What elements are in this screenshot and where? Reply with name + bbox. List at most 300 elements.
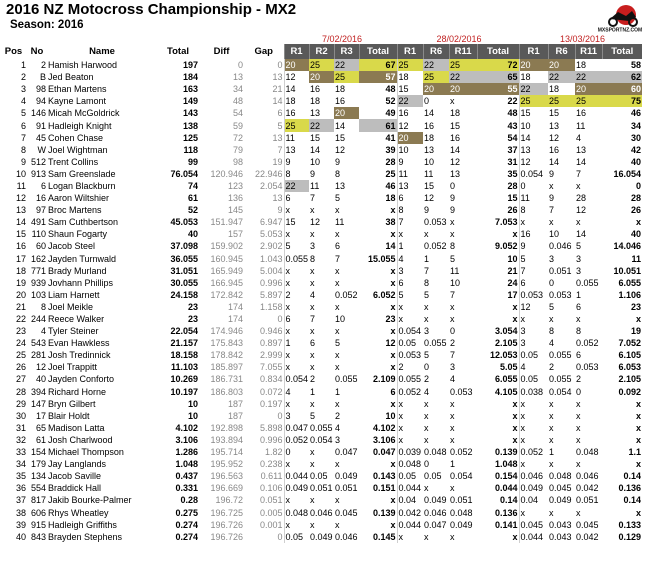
round-2-race-cell: 1 — [450, 459, 456, 470]
round-2-race-cell: 0.051 — [450, 495, 473, 506]
gap-cell: 9 — [277, 205, 283, 216]
round-3-race-cell: 0.043 — [549, 519, 572, 530]
round-2-race-cell: 22 — [423, 59, 449, 71]
table-row[interactable] — [0, 458, 642, 470]
round-3-race-cell: 9 — [519, 240, 548, 252]
round-2-race-cell: 3 — [450, 362, 456, 373]
round-1-race-cell: 8 — [335, 168, 341, 179]
table-row[interactable] — [0, 386, 642, 398]
round-2-race-cell: 0.05 — [424, 471, 442, 482]
col-r2-race6[interactable]: R6 — [423, 44, 449, 59]
col-r1-race3[interactable]: R3 — [334, 44, 359, 59]
pos-cell: 19 — [15, 277, 26, 288]
round-1-race-cell: 16 — [310, 84, 321, 95]
round-1-race-cell: 25 — [309, 59, 334, 71]
round-1-total-cell: x — [390, 265, 396, 276]
round-1-race-cell: 5 — [335, 193, 341, 204]
total-cell: 31.051 — [170, 265, 198, 276]
rider-number-cell: 154 — [30, 447, 46, 458]
round-1-race-cell: x — [335, 459, 340, 470]
round-3-race-cell: 14 — [549, 156, 560, 167]
round-3-total-cell: 34 — [631, 120, 642, 131]
table-row[interactable] — [0, 398, 642, 410]
round-2-race-cell: 0 — [450, 180, 456, 191]
rider-name-cell: Hamish Harwood — [48, 60, 118, 71]
round-1-total-cell: 6.052 — [373, 289, 396, 300]
table-row[interactable] — [0, 83, 642, 95]
round-1-total-cell: 18 — [385, 193, 396, 204]
table-row[interactable] — [0, 95, 642, 107]
round-3-race-cell: 0.052 — [576, 338, 599, 349]
round-3-race-cell: 1 — [549, 447, 555, 458]
round-2-total-cell: 4.105 — [495, 386, 518, 397]
pos-cell: 18 — [15, 265, 26, 276]
diff-cell: 187 — [227, 398, 243, 409]
pos-cell: 17 — [15, 253, 26, 264]
col-r2-total[interactable]: Total — [477, 44, 519, 59]
round-2-race-cell: x — [424, 314, 429, 325]
table-row[interactable] — [0, 180, 642, 192]
round-3-race-cell: 6 — [519, 277, 548, 289]
round-3-race-cell: 5 — [519, 253, 548, 265]
round-3-race-cell: x — [549, 434, 554, 445]
round-2-total-cell: 17 — [507, 289, 518, 300]
col-total[interactable]: Total — [167, 45, 189, 57]
round-1-race-cell: 8 — [284, 168, 309, 180]
round-2-race-cell: 7 — [424, 265, 430, 276]
round-1-total-cell: 57 — [359, 71, 397, 83]
round-3-total-cell: 0.14 — [623, 495, 642, 506]
round-2-race-cell: x — [397, 228, 423, 240]
gap-cell: 5.053 — [259, 229, 283, 240]
round-1-race-cell: x — [310, 362, 315, 373]
round-2-race-cell: 4 — [397, 253, 423, 265]
round-2-total-cell: 55 — [477, 83, 519, 95]
round-1-race-cell: x — [335, 398, 340, 409]
round-2-race-cell: 10 — [397, 144, 423, 156]
table-row[interactable] — [0, 434, 642, 446]
diff-cell: 123 — [227, 180, 243, 191]
round-3-race-cell: x — [519, 216, 548, 228]
total-cell: 1.048 — [175, 459, 198, 470]
round-3-race-cell: 0.051 — [576, 495, 599, 506]
round-2-race-cell: 0.05 — [397, 337, 423, 349]
total-cell: 4.102 — [175, 422, 198, 433]
round-1-total-cell: x — [390, 519, 396, 530]
pos-cell: 22 — [15, 314, 26, 325]
round-2-race-cell: 22 — [449, 71, 477, 83]
col-r1-race1[interactable]: R1 — [284, 44, 309, 59]
round-1-race-cell: 11 — [284, 132, 309, 144]
total-cell: 61 — [187, 193, 198, 204]
round-2-race-cell: 1 — [397, 240, 423, 252]
round-2-race-cell: 14 — [424, 108, 435, 119]
round-3-date: 13/03/2016 — [559, 34, 606, 44]
gap-cell: 0 — [277, 314, 283, 325]
round-1-race-cell: 10 — [335, 314, 346, 325]
round-3-race-cell: x — [576, 314, 581, 325]
round-2-total-cell: 43 — [507, 120, 518, 131]
total-cell: 36.055 — [170, 253, 198, 264]
round-2-total-cell: 0.044 — [495, 483, 518, 494]
round-1-race-cell: 10 — [310, 156, 321, 167]
pos-cell: 7 — [20, 132, 26, 143]
round-1-race-cell: 2 — [284, 289, 309, 301]
round-1-race-cell: x — [335, 495, 340, 506]
table-row[interactable] — [0, 519, 642, 531]
round-1-race-cell: 0.052 — [335, 289, 358, 300]
round-1-race-cell: 0.046 — [310, 507, 333, 518]
round-2-race-cell: 2 — [450, 338, 456, 349]
round-2-date: 28/02/2016 — [436, 34, 482, 44]
round-1-race-cell: 3 — [335, 434, 341, 445]
round-1-total-cell: 10 — [385, 410, 396, 421]
table-row[interactable] — [0, 410, 642, 422]
round-3-race-cell: x — [549, 410, 554, 421]
round-3-race-cell: 16 — [549, 144, 560, 155]
round-2-race-cell: x — [450, 96, 455, 107]
round-1-race-cell: 0.055 — [310, 422, 333, 433]
round-1-total-cell: 12 — [385, 338, 396, 349]
round-3-race-cell: 0.038 — [519, 386, 548, 398]
round-3-race-cell: 0 — [576, 386, 582, 397]
round-2-race-cell: 0.04 — [397, 494, 423, 506]
round-1-race-cell: 15 — [310, 132, 321, 143]
pos-cell: 12 — [15, 193, 26, 204]
table-row[interactable] — [0, 204, 642, 216]
round-2-race-cell: 7 — [450, 289, 456, 300]
round-2-race-cell: 0.048 — [450, 507, 473, 518]
pos-cell: 3 — [20, 84, 26, 95]
round-1-total-cell: 46 — [385, 180, 396, 191]
table-row[interactable] — [0, 132, 642, 144]
gap-cell: 0.897 — [259, 338, 283, 349]
table-row[interactable] — [0, 301, 642, 313]
round-3-race-cell: 4 — [576, 132, 582, 143]
round-2-total-cell: 0.136 — [495, 507, 518, 518]
round-1-total-cell: 61 — [359, 119, 397, 131]
total-cell: 76.054 — [170, 168, 198, 179]
table-row[interactable] — [0, 494, 642, 506]
round-3-total-cell: 46 — [631, 108, 642, 119]
gap-cell: 0.106 — [259, 483, 283, 494]
rider-name-cell: Sam Cuthbertson — [48, 217, 119, 228]
round-2-race-cell: 0.054 — [450, 471, 473, 482]
table-row[interactable] — [0, 192, 642, 204]
diff-cell: 196.726 — [210, 531, 243, 542]
round-1-race-cell: 7 — [310, 193, 316, 204]
round-3-total-cell: 58 — [631, 60, 642, 71]
gap-cell: 5.004 — [259, 265, 283, 276]
rider-name-cell: Jakib Bourke-Palmer — [48, 495, 132, 506]
table-row[interactable] — [0, 216, 642, 228]
round-1-race-cell: 4 — [310, 289, 316, 300]
round-3-race-cell: 16 — [519, 228, 548, 240]
round-3-race-cell: 11 — [519, 192, 548, 204]
round-3-race-cell: 3 — [519, 337, 548, 349]
rider-name-cell: Braddick Hall — [48, 483, 102, 494]
round-1-race-cell: x — [284, 204, 309, 216]
round-1-race-cell: 0.045 — [335, 507, 358, 518]
col-r3-race1[interactable]: R1 — [519, 44, 548, 59]
col-r1-race2[interactable]: R2 — [309, 44, 334, 59]
table-row[interactable] — [0, 168, 642, 180]
col-pos[interactable]: Pos — [4, 45, 23, 57]
round-2-race-cell: 0 — [450, 326, 456, 337]
round-3-race-cell: x — [549, 180, 554, 191]
round-3-race-cell: x — [549, 314, 554, 325]
table-row[interactable] — [0, 119, 642, 131]
pos-cell: 23 — [15, 326, 26, 337]
round-3-race-cell: 0.048 — [549, 471, 572, 482]
round-3-total-cell: 1.1 — [628, 447, 642, 458]
col-r2-race11[interactable]: R11 — [449, 44, 477, 59]
diff-cell: 185.897 — [210, 362, 243, 373]
round-3-race-cell: 14 — [576, 156, 587, 167]
table-row[interactable] — [0, 313, 642, 325]
round-2-race-cell: 15 — [450, 120, 461, 131]
gap-cell: 5.897 — [259, 289, 283, 300]
round-1-total-cell: x — [390, 229, 396, 240]
round-3-total-cell: 0.133 — [618, 519, 642, 530]
diff-cell: 196.563 — [210, 471, 243, 482]
round-1-race-cell: 12 — [335, 144, 346, 155]
round-1-race-cell: x — [310, 350, 315, 361]
rider-number-cell: 394 — [30, 386, 46, 397]
round-1-race-cell: 18 — [310, 96, 321, 107]
diff-cell: 48 — [232, 96, 243, 107]
round-1-total-cell: x — [390, 301, 396, 312]
table-row[interactable] — [0, 144, 642, 156]
total-cell: 143 — [182, 108, 198, 119]
table-row[interactable] — [0, 482, 642, 494]
round-2-race-cell: 3 — [424, 326, 430, 337]
rider-number-cell: 45 — [35, 132, 46, 143]
gap-cell: 0.197 — [259, 398, 283, 409]
round-2-race-cell: 6 — [397, 277, 423, 289]
round-3-race-cell: 0.046 — [519, 470, 548, 482]
round-1-race-cell: 5 — [335, 338, 341, 349]
table-row[interactable] — [0, 373, 642, 385]
round-1-race-cell: 8 — [310, 253, 316, 264]
round-3-race-cell: 13 — [576, 144, 587, 155]
pos-cell: 39 — [15, 519, 26, 530]
rider-number-cell: 543 — [30, 338, 46, 349]
round-1-race-cell: x — [310, 326, 315, 337]
round-2-race-cell: 5 — [424, 289, 430, 300]
round-2-total-cell: 31 — [507, 156, 518, 167]
round-3-race-cell: 13 — [549, 120, 560, 131]
gap-cell: 2.054 — [259, 180, 283, 191]
col-gap[interactable]: Gap — [254, 45, 273, 57]
round-3-total-cell: 6.053 — [618, 362, 642, 373]
round-1-race-cell: x — [284, 301, 309, 313]
round-1-race-cell: x — [284, 228, 309, 240]
gap-cell: 13 — [272, 72, 283, 83]
pos-cell: 37 — [15, 495, 26, 506]
table-row[interactable] — [0, 277, 642, 289]
round-2-total-cell: x — [512, 410, 518, 421]
round-1-total-cell: x — [390, 459, 396, 470]
diff-cell: 186.731 — [210, 374, 243, 385]
col-r3-total[interactable]: Total — [602, 44, 642, 59]
round-2-race-cell: x — [397, 531, 423, 543]
round-2-total-cell: 0.139 — [495, 447, 518, 458]
round-3-total-cell: 23 — [631, 301, 642, 312]
total-cell: 23 — [187, 314, 198, 325]
diff-cell: 0 — [237, 60, 243, 71]
diff-cell: 186.803 — [210, 386, 243, 397]
round-2-race-cell: 9 — [397, 156, 423, 168]
diff-cell: 196.725 — [210, 507, 243, 518]
round-2-race-cell: 0.055 — [398, 374, 422, 385]
round-1-total-cell: 25 — [385, 168, 396, 179]
table-row[interactable] — [0, 531, 642, 543]
round-1-race-cell: 5 — [284, 240, 309, 252]
pos-cell: 1 — [20, 60, 26, 71]
rider-number-cell: 103 — [30, 289, 46, 300]
diff-cell: 136 — [227, 193, 243, 204]
round-1-race-cell: 14 — [310, 144, 321, 155]
table-row[interactable] — [0, 422, 642, 434]
rider-name-cell: Jayden Turnwald — [48, 253, 117, 264]
round-1-race-cell: x — [335, 326, 340, 337]
round-3-race-cell: 0.049 — [519, 482, 548, 494]
table-row[interactable] — [0, 446, 642, 458]
round-2-total-cell: 24 — [507, 277, 518, 288]
rider-name-cell: Evan Hawkless — [48, 338, 110, 349]
pos-cell: 34 — [15, 459, 26, 470]
round-2-total-cell: 37 — [507, 144, 518, 155]
round-3-race-cell: 6 — [576, 301, 582, 312]
round-2-race-cell: 0 — [424, 96, 430, 107]
round-1-total-cell: 49 — [385, 108, 396, 119]
round-3-race-cell: 0.05 — [519, 373, 548, 385]
table-row[interactable] — [0, 71, 642, 83]
round-1-race-cell: 9 — [335, 156, 341, 167]
round-1-race-cell: 6 — [284, 192, 309, 204]
round-3-race-cell: x — [519, 410, 548, 422]
table-row[interactable] — [0, 107, 642, 119]
round-1-race-cell: 20 — [309, 71, 334, 83]
round-2-total-cell: 21 — [507, 265, 518, 276]
round-3-total-cell: 16.054 — [613, 168, 642, 179]
round-3-race-cell: 22 — [519, 83, 548, 95]
round-3-race-cell: 0.045 — [549, 483, 572, 494]
gap-cell: 0.611 — [260, 471, 283, 482]
total-cell: 118 — [183, 144, 198, 155]
round-1-race-cell: x — [284, 494, 309, 506]
round-3-race-cell: 0 — [519, 180, 548, 192]
table-row[interactable] — [0, 289, 642, 301]
table-row[interactable] — [0, 325, 642, 337]
rider-name-cell: Tyler Steiner — [48, 326, 99, 337]
round-2-race-cell: 2 — [397, 361, 423, 373]
table-row[interactable] — [0, 253, 642, 265]
pos-cell: 8 — [20, 144, 26, 155]
col-diff[interactable]: Diff — [213, 45, 230, 57]
table-row[interactable] — [0, 349, 642, 361]
diff-cell: 79 — [232, 144, 243, 155]
round-1-race-cell: 6 — [284, 313, 309, 325]
round-2-race-cell: 0.048 — [398, 459, 422, 470]
table-row[interactable] — [0, 470, 642, 482]
table-row[interactable] — [0, 156, 642, 168]
gap-cell: 21 — [272, 84, 283, 95]
diff-cell: 59 — [232, 120, 243, 131]
rider-name-cell: Aaron Wiltshier — [48, 193, 110, 204]
round-2-race-cell: 5 — [450, 253, 456, 264]
col-r3-race6[interactable]: R6 — [548, 44, 575, 59]
table-row[interactable] — [0, 240, 642, 252]
round-1-race-cell: 2 — [335, 410, 341, 421]
table-row[interactable] — [0, 506, 642, 518]
round-2-race-cell: 25 — [423, 71, 449, 83]
gap-cell: 5.898 — [259, 422, 283, 433]
col-r1-total[interactable]: Total — [359, 44, 397, 59]
round-1-total-cell: 3.106 — [373, 434, 396, 445]
col-name[interactable]: Name — [89, 45, 115, 57]
col-r3-race11[interactable]: R11 — [575, 44, 602, 59]
round-1-race-cell: 13 — [335, 180, 346, 191]
round-3-total-cell: 2.105 — [618, 374, 642, 385]
table-row[interactable] — [0, 59, 642, 71]
pos-cell: 10 — [15, 168, 26, 179]
rider-name-cell: Jay Langlands — [48, 459, 107, 470]
round-2-race-cell: 2 — [424, 374, 430, 385]
round-3-race-cell: 0.055 — [549, 374, 572, 385]
total-cell: 138 — [182, 120, 198, 131]
round-3-race-cell: 0 — [549, 277, 555, 288]
round-2-total-cell: x — [512, 398, 518, 409]
round-3-race-cell: 3 — [519, 325, 548, 337]
col-no[interactable]: No — [30, 45, 44, 57]
gap-cell: 0.005 — [259, 507, 283, 518]
round-2-race-cell: 25 — [397, 59, 423, 71]
round-2-race-cell: 7 — [397, 216, 423, 228]
round-3-race-cell: x — [519, 422, 548, 434]
table-row[interactable] — [0, 337, 642, 349]
round-2-total-cell: x — [512, 229, 518, 240]
round-3-total-cell: 6.105 — [618, 350, 642, 361]
table-row[interactable] — [0, 228, 642, 240]
rider-name-cell: Richard Horne — [48, 386, 107, 397]
rider-number-cell: 244 — [30, 314, 46, 325]
round-1-race-cell: 0.052 — [285, 434, 309, 445]
round-3-race-cell: 12 — [519, 301, 548, 313]
gap-cell: 0.072 — [259, 386, 283, 397]
round-3-race-cell: 16 — [576, 108, 587, 119]
total-cell: 3.106 — [175, 434, 198, 445]
rider-number-cell: 40 — [35, 374, 46, 385]
round-2-total-cell: 1.048 — [495, 459, 518, 470]
rider-number-cell: 939 — [30, 277, 46, 288]
col-r2-race1[interactable]: R1 — [397, 44, 423, 59]
round-1-race-cell: 0.051 — [310, 483, 333, 494]
rider-number-cell: 554 — [30, 483, 46, 494]
round-3-race-cell: 14 — [519, 132, 548, 144]
round-2-race-cell: 0.046 — [424, 507, 447, 518]
round-3-race-cell: 8 — [519, 204, 548, 216]
round-3-total-cell: 19 — [631, 326, 642, 337]
round-3-total-cell: 30 — [631, 132, 642, 143]
table-row[interactable] — [0, 361, 642, 373]
rider-name-cell: Brayden Stephens — [48, 531, 123, 542]
round-2-total-cell: 28 — [507, 180, 518, 191]
table-row[interactable] — [0, 265, 642, 277]
round-2-race-cell: 0.044 — [398, 483, 422, 494]
round-1-total-cell: 52 — [385, 96, 396, 107]
